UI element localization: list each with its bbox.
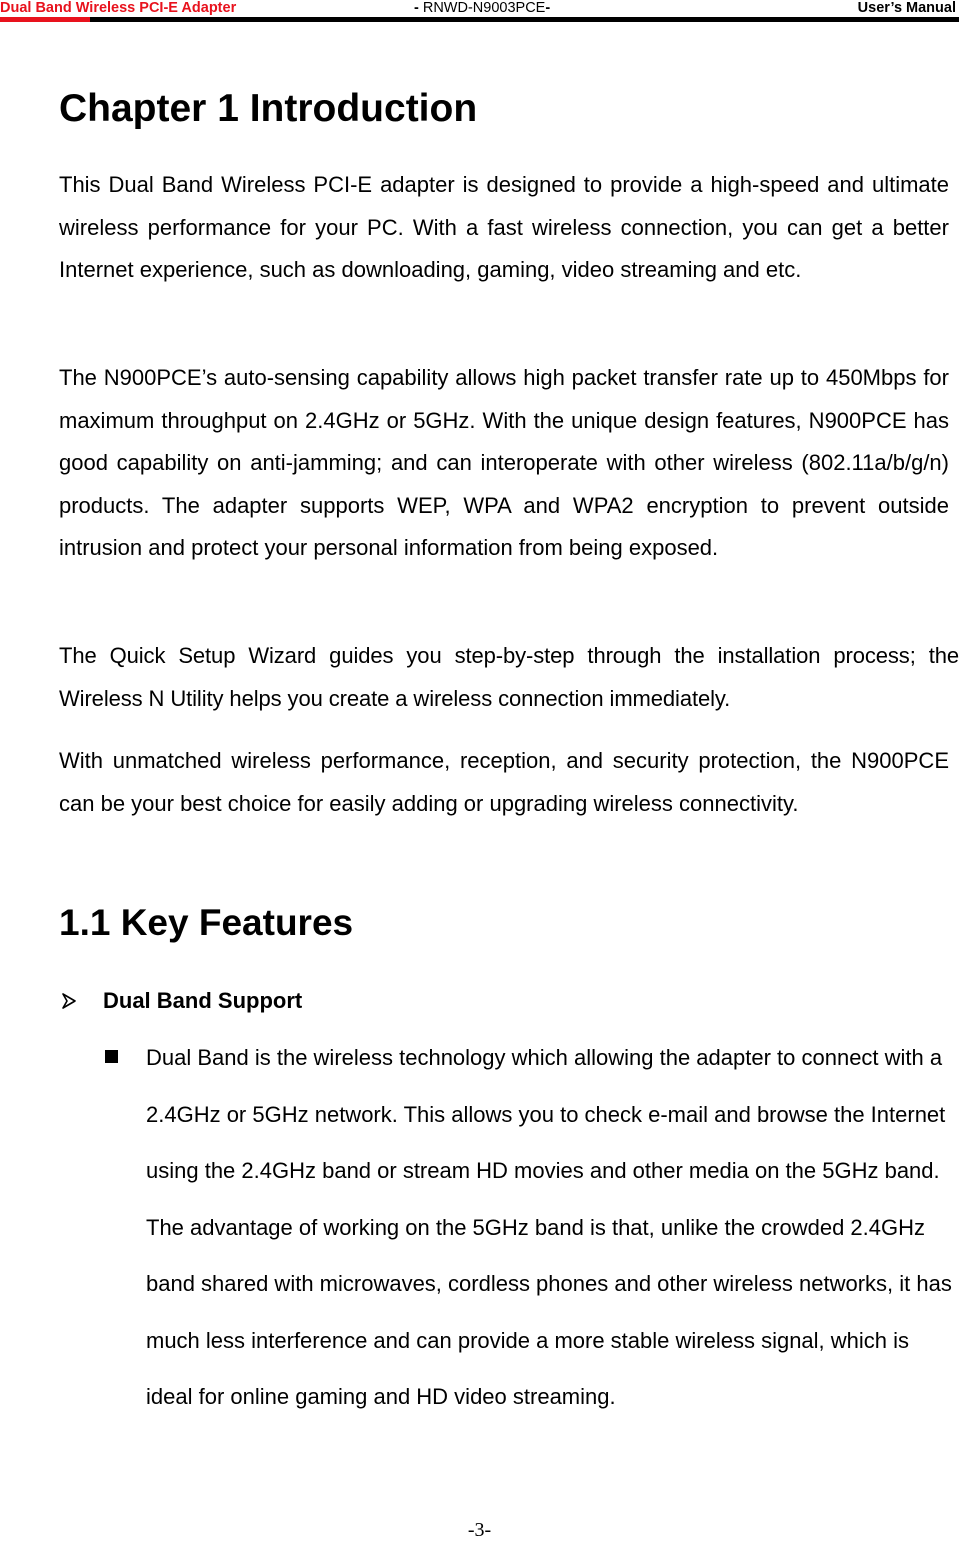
header-doc-type: User’s Manual (857, 0, 956, 16)
section-title: 1.1 Key Features (59, 902, 354, 943)
header-model-number: RNWD-N9003PCE (422, 0, 546, 16)
header-dash-right: - (545, 0, 551, 16)
intro-paragraph-1: This Dual Band Wireless PCI-E adapter is designed to provide a high-speed and ultimate wireless performance for your PC. With a fast wireless connection, you can get a better Internet experience, such as downloading, gaming, video streaming and etc. (59, 172, 949, 282)
header-model (414, 0, 550, 16)
page-header (0, 0, 959, 22)
page-number: -3- (467, 1519, 492, 1541)
feature-bullet-text: Dual Band is the wireless technology which allowing the adapter to connect with a 2.4GHz or 5GHz network. This allows you to check e-mail and browse the Internet using the 2.4GHz band or stream HD movies and other media on the 5GHz band. The advantage of working on the 5GHz band is that, unlike the crowded 2.4GHz band shared with microwaves, cordless phones and other wireless networks, it has much less interference and can provide a more stable wireless signal, which is ideal for online gaming and HD video streaming. (146, 1045, 952, 1409)
intro-paragraph-4: With unmatched wireless performance, reception, and security protection, the N900PCE can be your best choice for easily adding or upgrading wireless connectivity. (59, 748, 949, 816)
header-dash-left: - (414, 0, 423, 16)
chapter-title: Chapter 1 Introduction (59, 87, 478, 130)
intro-paragraph-3: The Quick Setup Wizard guides you step-by-step through the installation process; the Wireless N Utility helps you create a wireless connection immediately. (59, 643, 959, 711)
intro-paragraph-2: The N900PCE’s auto-sensing capability allows high packet transfer rate up to 450Mbps for maximum throughput on 2.4GHz or 5GHz. With the unique design features, N900PCE has good capability on anti-jamming; and can interoperate with other wireless (802.11a/b/g/n) products. The adapter supports WEP, WPA and WPA2 encryption to prevent outside intrusion and protect your personal information from being exposed. (59, 365, 949, 560)
header-product-name: Dual Band Wireless PCI-E Adapter (0, 0, 237, 16)
header-rule (90, 17, 959, 22)
header-rule-accent (0, 17, 90, 22)
arrowhead-bullet-icon (62, 980, 84, 1023)
square-bullet-icon (105, 1050, 118, 1063)
feature-title: Dual Band Support (103, 988, 303, 1013)
